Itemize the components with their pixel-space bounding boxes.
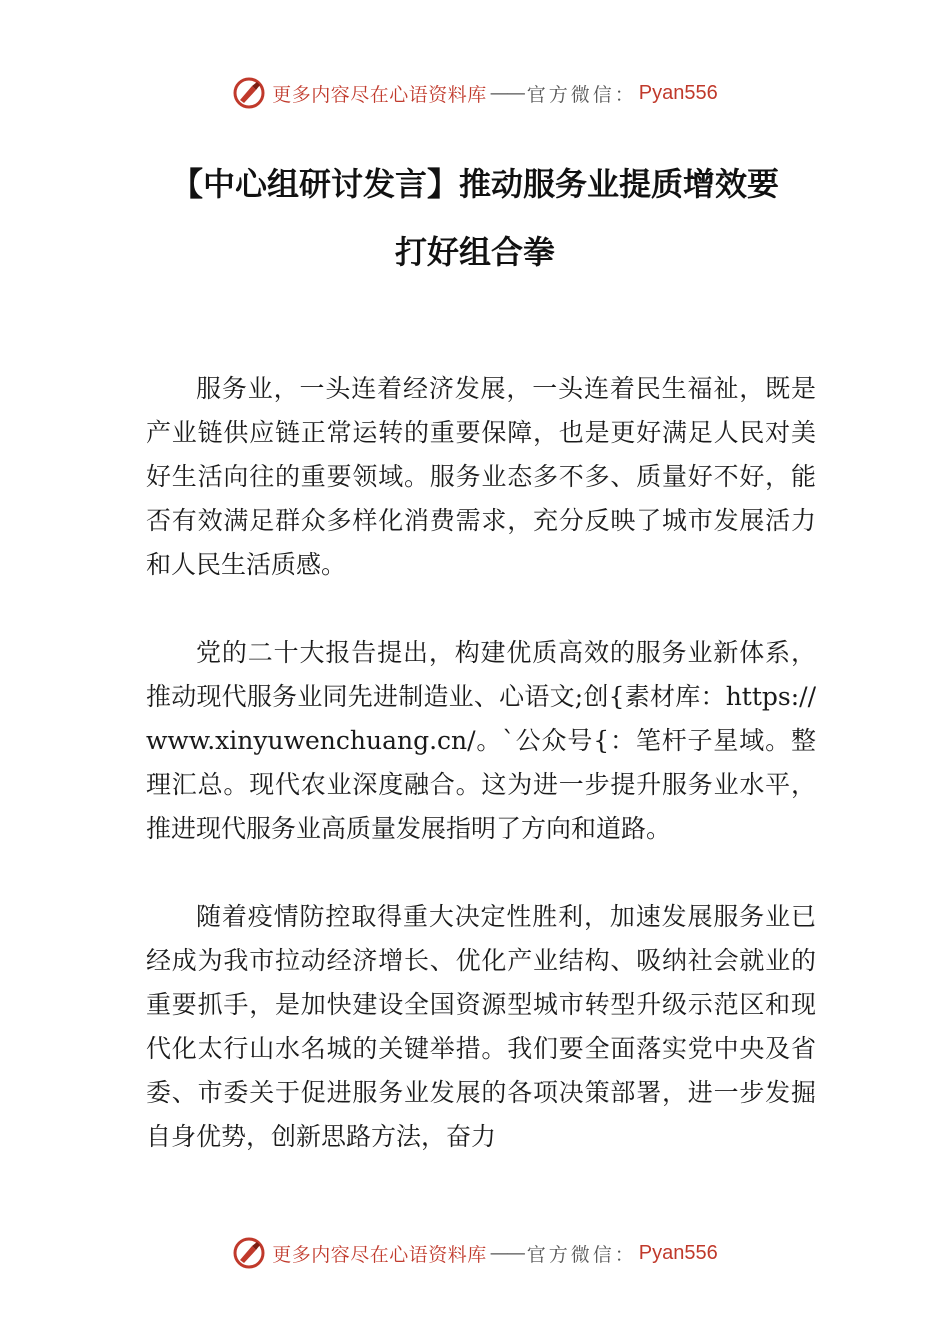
- footer-banner: [0, 1233, 950, 1273]
- document-title: [0, 150, 950, 286]
- banner-wechat-label: 官方微信：: [526, 1243, 637, 1266]
- paragraph-3: 随着疫情防控取得重大决定性胜利，加速发展服务业已经成为我市拉动经济增长、优化产业结构、吸纳社会就业的重要抓手，是加快建设全国资源型城市转型升级示范区和现代化太行山水名城的关键举措。我们要全面落实党中央及省委、市委关于促进服务业发展的各项决策部署，进一步发掘自身优势，创新思路方法，奋力: [146, 902, 816, 1151]
- banner-site-name: 更多内容尽在心语资料库: [272, 83, 487, 106]
- paragraph-1: 服务业，一头连着经济发展，一头连着民生福祉，既是产业链供应链正常运转的重要保障，也是更好满足人民对美好生活向往的重要领域。服务业态多不多、质量好不好，能否有效满足群众多样化消费需求，充分反映了城市发展活力和人民生活质感。: [146, 374, 816, 579]
- banner-site-name: 更多内容尽在心语资料库: [272, 1243, 487, 1266]
- banner-dash: ——: [489, 1242, 524, 1264]
- banner-wechat-label: 官方微信：: [526, 83, 637, 106]
- title-line-2: 打好组合拳: [394, 233, 555, 271]
- banner-wechat-id: Pyan556: [638, 81, 718, 104]
- banner-dash: ——: [489, 82, 524, 104]
- header-banner: [0, 73, 950, 113]
- logo-icon: [232, 1236, 266, 1270]
- paragraph-2: 党的二十大报告提出，构建优质高效的服务业新体系，推动现代服务业同先进制造业、心语文;创{素材库：https://www.xinyuwenchuang.cn/。`公众号{：笔杆子星域。整理汇总。现代农业深度融合。这为进一步提升服务业水平，推进现代服务业高质量发展指明了方向和道路。: [146, 638, 816, 843]
- logo-icon: [232, 76, 266, 110]
- title-line-1: 【中心组研讨发言】推动服务业提质增效要: [170, 165, 779, 203]
- banner-wechat-id: Pyan556: [638, 1241, 718, 1264]
- document-body: [146, 367, 816, 1203]
